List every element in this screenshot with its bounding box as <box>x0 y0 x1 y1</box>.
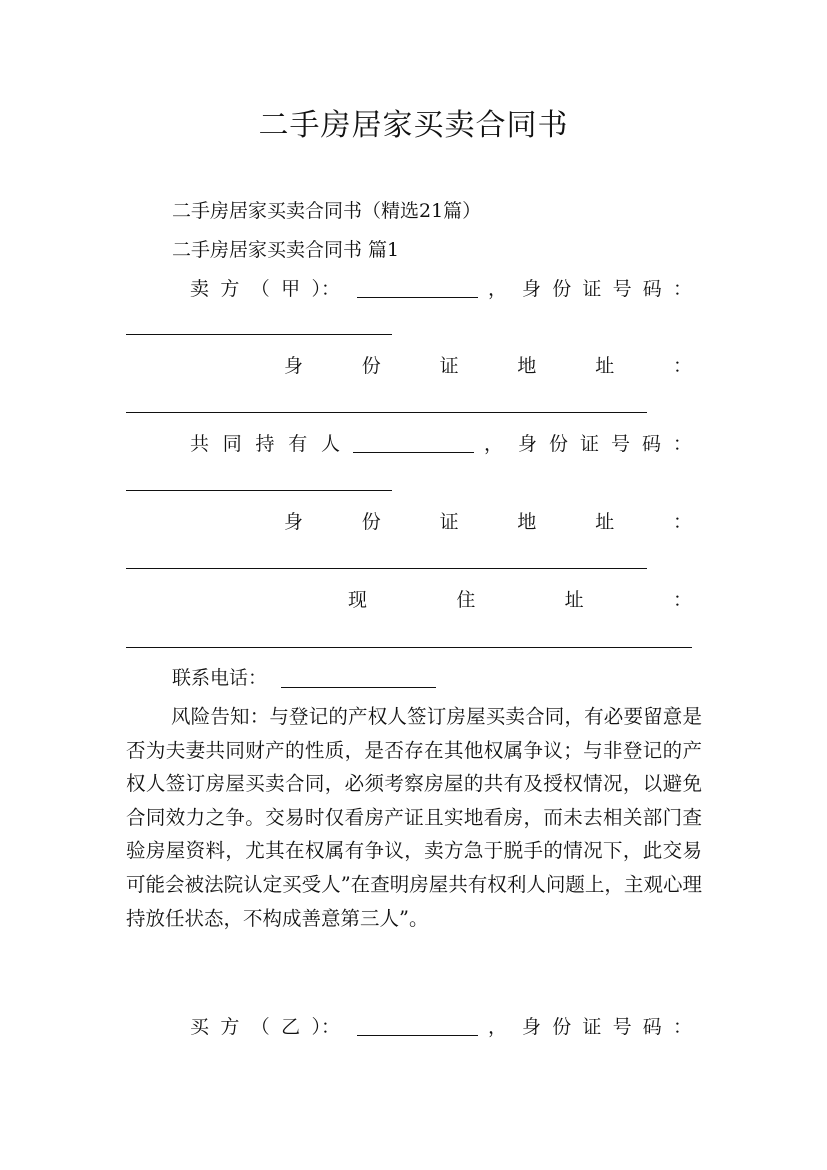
seller-id-blank[interactable] <box>126 334 392 335</box>
risk-notice-paragraph: 风险告知：与登记的产权人签订房屋买卖合同，有必要留意是否为夫妻共同财产的性质，是否存在其他权属争议；与非登记的产权人签订房屋买卖合同，必须考察房屋的共有及授权情况，以避免合同效力之争。交易时仅看房产证且实地看房，而未去相关部门查验房屋资料，尤其在权属有争议，卖方急于脱手的情况下，此交易可能会被法院认定买受人”在查明房屋共有权利人问题上，主观心理持放任状态，不构成善意第三人”。 <box>126 705 702 930</box>
buyer-label: 买 方 （ 乙 ）： <box>190 1016 340 1038</box>
seller-label: 卖 方 （ 甲 ）： <box>190 278 340 300</box>
seller-name-blank[interactable] <box>357 297 478 298</box>
current-address-blank[interactable] <box>126 647 692 648</box>
co-owner-comma: ， <box>484 433 504 455</box>
co-owner-label: 共 同 持 有 人 <box>190 433 340 455</box>
seller-id-label: 身 份 证 号 码 ： <box>522 278 692 300</box>
co-owner-name-blank[interactable] <box>353 452 474 453</box>
buyer-id-label: 身 份 证 号 码 ： <box>522 1016 692 1038</box>
current-address-label: 现 住 址 ： <box>348 589 692 611</box>
co-owner-id-label: 身 份 证 号 码 ： <box>518 433 692 455</box>
document-subtitle: 二手房居家买卖合同书（精选21篇） <box>172 200 482 222</box>
phone-blank[interactable] <box>281 687 436 688</box>
phone-label: 联系电话： <box>172 667 268 689</box>
seller-comma: ， <box>488 278 508 300</box>
seller-id-address-blank[interactable] <box>126 412 647 413</box>
co-owner-id-address-label: 身 份 证 地 址 ： <box>284 511 692 533</box>
buyer-name-blank[interactable] <box>357 1035 478 1036</box>
buyer-comma: ， <box>488 1016 508 1038</box>
seller-id-address-label: 身 份 证 地 址 ： <box>284 355 692 377</box>
co-owner-id-address-blank[interactable] <box>126 568 647 569</box>
section-heading: 二手房居家买卖合同书 篇1 <box>172 239 400 261</box>
document-title: 二手房居家买卖合同书 <box>258 108 569 143</box>
co-owner-id-blank[interactable] <box>126 490 392 491</box>
